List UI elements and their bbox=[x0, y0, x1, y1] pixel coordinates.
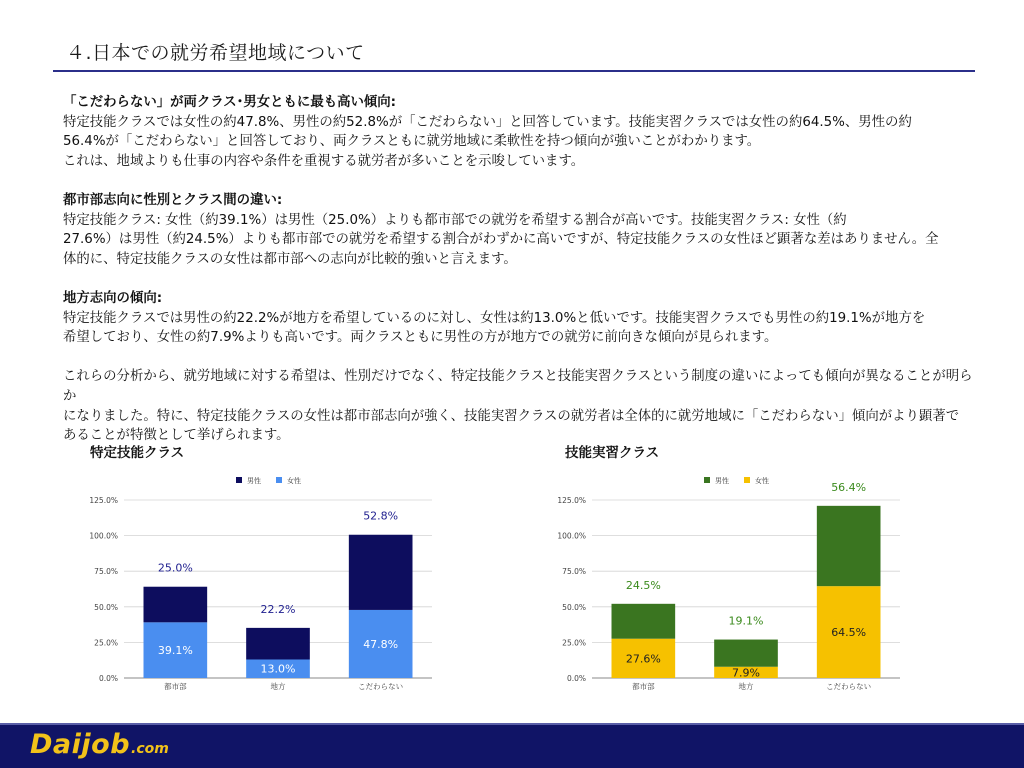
text-section bbox=[63, 93, 978, 171]
section-heading: 都市部志向に性別とクラス間の違い: bbox=[63, 192, 283, 208]
page-title: ４.日本での就労希望地域について bbox=[66, 42, 365, 64]
logo-main-text: Daijob bbox=[30, 729, 131, 760]
section-line: 27.6%）は男性（約24.5%）よりも都市部での就労を希望する割合がわずかに高いですが、特定技能クラスの女性ほど顕著な差はありません。全 bbox=[63, 232, 939, 248]
bar-segment-male bbox=[817, 506, 881, 586]
section-line: 特定技能クラス: 女性（約39.1%）は男性（25.0%）よりも都市部での就労を希望する割合が高いです。技能実習クラス: 女性（約 bbox=[63, 212, 847, 228]
section-line: 体的に、特定技能クラスの女性は都市部への志向が比較的強いと言えます。 bbox=[63, 251, 517, 267]
bar-segment-male bbox=[714, 640, 778, 667]
section-line: 特定技能クラスでは女性の約47.8%、男性の約52.8%が「こだわらない」と回答しています。技能実習クラスでは女性の約64.5%、男性の約 bbox=[63, 114, 912, 130]
bar-segment-male bbox=[349, 535, 413, 610]
data-label-female: 47.8% bbox=[363, 637, 399, 651]
legend-label: 男性 bbox=[247, 477, 261, 485]
text-section bbox=[63, 191, 978, 269]
section-line: あることが特徴として挙げられます。 bbox=[63, 428, 290, 444]
bar-segment-male bbox=[144, 587, 208, 623]
text-section bbox=[63, 367, 978, 445]
data-label-female: 27.6% bbox=[625, 652, 661, 666]
y-tick-label: 125.0% bbox=[557, 496, 586, 505]
y-tick-label: 0.0% bbox=[98, 674, 118, 683]
data-label-female: 13.0% bbox=[260, 662, 296, 676]
chart-tokutei-ginou bbox=[72, 472, 452, 697]
data-label-male: 22.2% bbox=[260, 602, 296, 616]
legend-label: 女性 bbox=[755, 477, 769, 485]
x-category-label: 地方 bbox=[738, 682, 754, 691]
y-tick-label: 50.0% bbox=[94, 602, 118, 612]
x-category-label: 都市部 bbox=[164, 682, 187, 691]
x-category-label: 地方 bbox=[270, 682, 286, 691]
bar-segment-male bbox=[612, 604, 676, 639]
section-line: 希望しており、女性の約7.9%よりも高いです。両クラスともに男性の方が地方での就労に前向きな傾向が見られます。 bbox=[63, 330, 778, 346]
logo-suffix-text: .com bbox=[131, 741, 169, 757]
y-tick-label: 75.0% bbox=[562, 567, 586, 577]
legend-swatch bbox=[276, 477, 282, 483]
legend-label: 男性 bbox=[715, 477, 729, 485]
y-tick-label: 25.0% bbox=[562, 638, 586, 648]
y-tick-label: 25.0% bbox=[94, 638, 118, 648]
x-category-label: 都市部 bbox=[632, 682, 655, 691]
x-category-label: こだわらない bbox=[358, 682, 404, 691]
bar-segment-male bbox=[246, 628, 310, 660]
legend-swatch bbox=[236, 477, 242, 483]
y-tick-label: 100.0% bbox=[557, 531, 586, 541]
legend-label: 女性 bbox=[287, 477, 301, 485]
data-label-male: 56.4% bbox=[831, 480, 867, 494]
y-tick-label: 125.0% bbox=[89, 496, 118, 505]
y-tick-label: 50.0% bbox=[562, 602, 586, 612]
data-label-female: 39.1% bbox=[157, 644, 193, 658]
analysis-text bbox=[63, 93, 978, 465]
x-category-label: こだわらない bbox=[826, 682, 872, 691]
footer-bar bbox=[0, 723, 1024, 768]
data-label-male: 52.8% bbox=[363, 509, 399, 523]
section-line: になりました。特に、特定技能クラスの女性は都市部志向が強く、技能実習クラスの就労者は全体的に就労地域に「こだわらない」傾向がより顕著で bbox=[63, 408, 960, 424]
chart-ginou-jisshu bbox=[540, 472, 920, 697]
data-label-female: 64.5% bbox=[831, 626, 867, 640]
footer-divider bbox=[0, 723, 1024, 725]
data-label-female: 7.9% bbox=[732, 666, 760, 680]
data-label-male: 25.0% bbox=[157, 561, 193, 575]
section-line: これは、地域よりも仕事の内容や条件を重視する就労者が多いことを示唆しています。 bbox=[63, 153, 585, 169]
data-label-male: 19.1% bbox=[728, 614, 764, 628]
y-tick-label: 100.0% bbox=[89, 531, 118, 541]
data-label-male: 24.5% bbox=[625, 578, 661, 592]
legend-swatch bbox=[704, 477, 710, 483]
y-tick-label: 0.0% bbox=[566, 674, 586, 683]
section-line: 特定技能クラスでは男性の約22.2%が地方を希望しているのに対し、女性は約13.0%と低いです。技能実習クラスでも男性の約19.1%が地方を bbox=[63, 310, 926, 326]
y-tick-label: 75.0% bbox=[94, 567, 118, 577]
chart-heading-jisshu: 技能実習クラス bbox=[565, 445, 660, 461]
daijob-logo bbox=[30, 729, 169, 761]
section-line: これらの分析から、就労地域に対する希望は、性別だけでなく、特定技能クラスと技能実習クラスという制度の違いによっても傾向が異なることが明らか bbox=[63, 369, 973, 404]
section-heading: 地方志向の傾向: bbox=[63, 290, 163, 306]
section-line: 56.4%が「こだわらない」と回答しており、両クラスともに就労地域に柔軟性を持つ傾向が強いことがわかります。 bbox=[63, 134, 761, 150]
chart-heading-tokutei: 特定技能クラス bbox=[90, 445, 185, 461]
title-divider bbox=[53, 70, 975, 72]
text-section bbox=[63, 289, 978, 348]
legend-swatch bbox=[744, 477, 750, 483]
section-heading: 「こだわらない」が両クラス･男女ともに最も高い傾向: bbox=[63, 95, 397, 110]
